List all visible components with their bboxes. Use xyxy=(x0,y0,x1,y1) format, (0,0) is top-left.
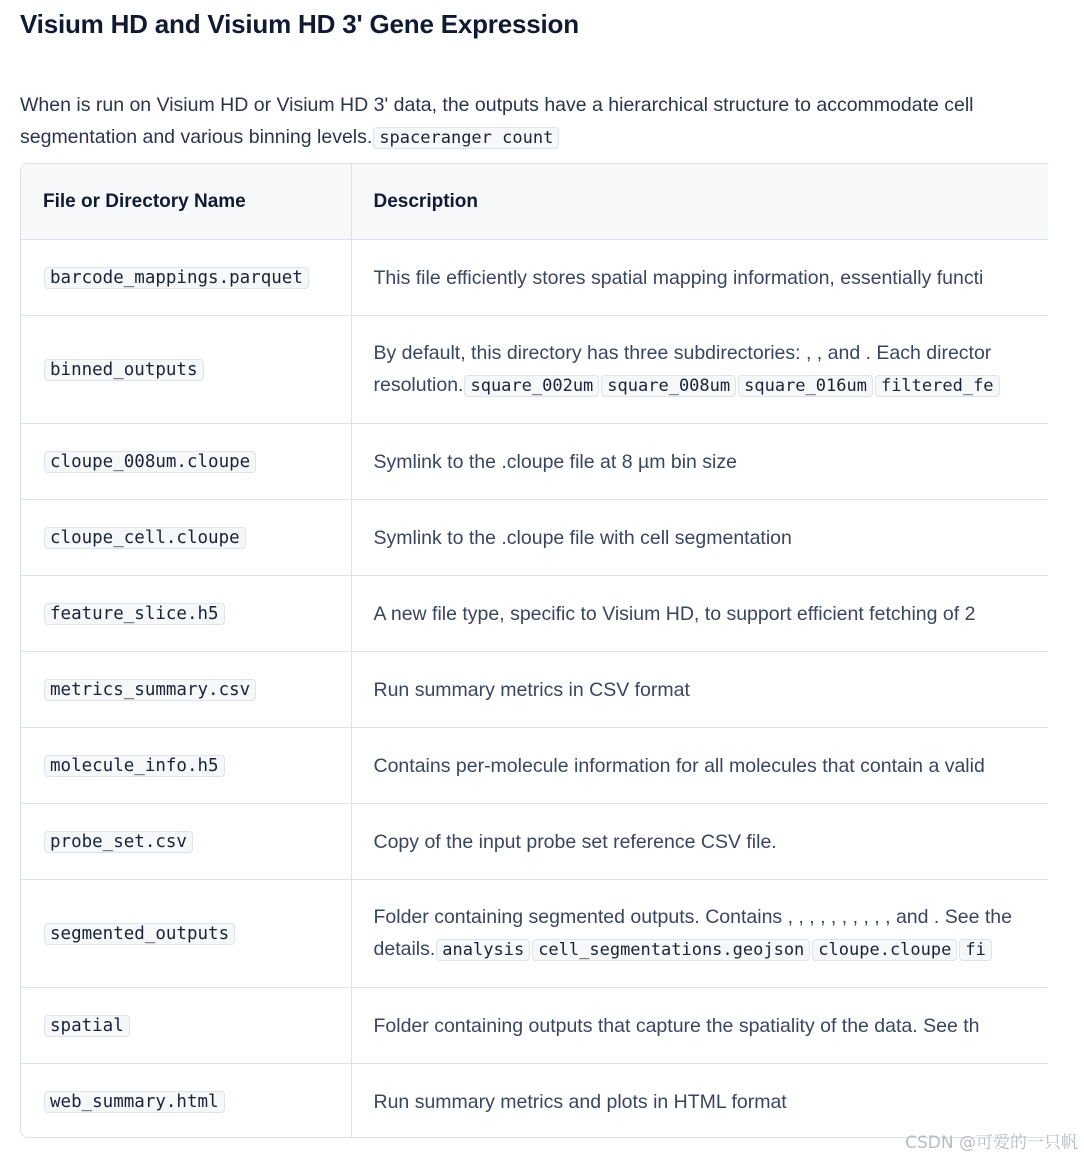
table-row xyxy=(21,880,1048,988)
header-description: Description xyxy=(351,164,1048,240)
file-name-cell xyxy=(21,240,351,316)
file-name-cell xyxy=(21,1064,351,1139)
outputs-table xyxy=(21,164,1048,1138)
header-name: File or Directory Name xyxy=(21,164,351,240)
description-text: Run summary metrics in CSV format xyxy=(373,678,690,701)
file-name-code: web_summary.html xyxy=(44,1091,225,1113)
description-text: Folder containing outputs that capture the spatiality of the data. See th xyxy=(373,1014,980,1037)
description-cell xyxy=(351,804,1048,880)
description-text-2: details. xyxy=(373,938,436,960)
description-cell xyxy=(351,500,1048,576)
description-text: A new file type, specific to Visium HD, to support efficient fetching of 2 xyxy=(373,602,976,625)
watermark: CSDN @可爱的一只帆 xyxy=(905,1133,1078,1153)
description-cell xyxy=(351,988,1048,1064)
description-line-2 xyxy=(374,933,1049,966)
description-line-2 xyxy=(374,369,1049,402)
file-name-cell xyxy=(21,424,351,500)
description-cell xyxy=(351,728,1048,804)
inline-code: filtered_fe xyxy=(875,375,1000,397)
file-name-code: metrics_summary.csv xyxy=(44,679,256,701)
file-name-code: probe_set.csv xyxy=(44,831,193,853)
intro-code: spaceranger count xyxy=(373,127,559,149)
inline-code: square_002um xyxy=(464,375,599,397)
file-name-code: cloupe_cell.cloupe xyxy=(44,527,246,549)
intro-paragraph xyxy=(20,89,1050,154)
table-row xyxy=(21,500,1048,576)
table-row xyxy=(21,240,1048,316)
inline-code: fi xyxy=(959,939,991,961)
file-name-code: segmented_outputs xyxy=(44,923,235,945)
description-cell xyxy=(351,576,1048,652)
description-text: Run summary metrics and plots in HTML format xyxy=(373,1090,787,1113)
inline-code: square_008um xyxy=(601,375,736,397)
description-cell xyxy=(351,424,1048,500)
table-row xyxy=(21,652,1048,728)
description-text-2: resolution. xyxy=(373,374,464,396)
file-name-cell xyxy=(21,880,351,988)
table-row xyxy=(21,804,1048,880)
table-header-row xyxy=(21,164,1048,240)
file-name-code: cloupe_008um.cloupe xyxy=(44,451,256,473)
file-name-code: binned_outputs xyxy=(44,359,204,381)
table-row xyxy=(21,1064,1048,1139)
description-cell xyxy=(351,316,1048,424)
description-text: By default, this directory has three subdirectories: , , and . Each director xyxy=(373,342,992,364)
outputs-table-container[interactable] xyxy=(20,163,1048,1138)
inline-code: square_016um xyxy=(738,375,873,397)
description-text: Symlink to the .cloupe file at 8 µm bin size xyxy=(373,450,737,473)
description-cell xyxy=(351,880,1048,988)
description-cell xyxy=(351,1064,1048,1139)
table-row xyxy=(21,424,1048,500)
description-text: Folder containing segmented outputs. Contains , , , , , , , , , , and . See the xyxy=(373,906,1012,928)
description-text: Symlink to the .cloupe file with cell segmentation xyxy=(373,526,792,549)
table-row xyxy=(21,576,1048,652)
description-text: Copy of the input probe set reference CSV file. xyxy=(373,830,777,853)
file-name-code: feature_slice.h5 xyxy=(44,603,225,625)
description-cell xyxy=(351,652,1048,728)
file-name-cell xyxy=(21,316,351,424)
description-cell xyxy=(351,240,1048,316)
inline-code: analysis xyxy=(436,939,530,961)
file-name-code: barcode_mappings.parquet xyxy=(44,267,309,289)
intro-text: When is run on Visium HD or Visium HD 3' data, the outputs have a hierarchical structure to accommodate cell segmentation and various binning levels. xyxy=(20,93,974,148)
inline-code: cell_segmentations.geojson xyxy=(532,939,810,961)
file-name-cell xyxy=(21,500,351,576)
file-name-cell xyxy=(21,804,351,880)
file-name-cell xyxy=(21,988,351,1064)
file-name-cell xyxy=(21,652,351,728)
file-name-cell xyxy=(21,576,351,652)
description-text: This file efficiently stores spatial mapping information, essentially functi xyxy=(373,266,984,289)
table-row xyxy=(21,316,1048,424)
file-name-code: molecule_info.h5 xyxy=(44,755,225,777)
section-title: Visium HD and Visium HD 3' Gene Expression xyxy=(20,9,579,39)
description-text: Contains per-molecule information for all molecules that contain a valid xyxy=(373,754,985,777)
table-row xyxy=(21,988,1048,1064)
file-name-cell xyxy=(21,728,351,804)
table-row xyxy=(21,728,1048,804)
file-name-code: spatial xyxy=(44,1015,130,1037)
inline-code: cloupe.cloupe xyxy=(812,939,957,961)
